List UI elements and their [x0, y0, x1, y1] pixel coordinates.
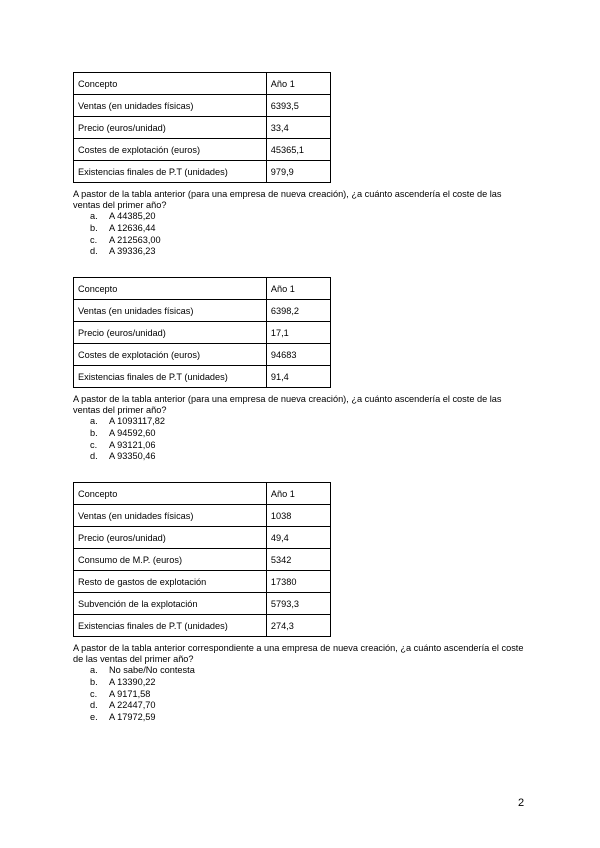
option-text: A 1093117,82	[109, 416, 166, 426]
option-text: A 12636,44	[109, 222, 156, 233]
option-label: b.	[90, 427, 98, 438]
row-label: Precio (euros/unidad)	[74, 527, 267, 549]
option-item[interactable]	[90, 223, 528, 235]
row-label: Precio (euros/unidad)	[74, 322, 267, 344]
option-item[interactable]	[90, 451, 528, 463]
table-row	[74, 527, 331, 549]
table-row	[74, 117, 331, 139]
table-row	[74, 95, 331, 117]
option-label: c.	[90, 234, 98, 245]
row-label: Ventas (en unidades físicas)	[74, 300, 267, 322]
table-row	[74, 549, 331, 571]
table-row	[74, 139, 331, 161]
option-item[interactable]	[90, 246, 528, 258]
option-label: b.	[90, 222, 98, 233]
option-item[interactable]	[90, 211, 528, 223]
page-number: 2	[518, 797, 525, 809]
row-label: Precio (euros/unidad)	[74, 117, 267, 139]
option-text: A 13390,22	[109, 676, 156, 687]
option-item[interactable]	[90, 416, 528, 428]
question-block-2	[73, 277, 528, 463]
option-label: b.	[90, 676, 98, 687]
table-row	[74, 161, 331, 183]
header-cell-concepto: Concepto	[74, 278, 267, 300]
option-label: e.	[90, 712, 98, 723]
data-table	[73, 72, 331, 183]
table-row	[74, 615, 331, 637]
option-label: a.	[90, 416, 98, 426]
option-label: c.	[90, 439, 98, 450]
row-label: Existencias finales de P.T (unidades)	[74, 366, 267, 388]
row-label: Ventas (en unidades físicas)	[74, 95, 267, 117]
question-text: A pastor de la tabla anterior (para una empresa de nueva creación), ¿a cuánto ascendería el coste de las ventas del primer año?	[73, 189, 502, 210]
header-cell-concepto: Concepto	[74, 73, 267, 95]
question-text: A pastor de la tabla anterior (para una empresa de nueva creación), ¿a cuánto ascendería el coste de las ventas del primer año?	[73, 394, 502, 415]
option-text: A 212563,00	[109, 234, 161, 245]
row-label: Subvención de la explotación	[74, 593, 267, 615]
option-label: a.	[90, 665, 98, 675]
table-header-row	[74, 73, 331, 95]
option-text: No sabe/No contesta	[109, 665, 195, 675]
option-item[interactable]	[90, 689, 528, 701]
option-label: c.	[90, 688, 98, 699]
row-label: Costes de explotación (euros)	[74, 139, 267, 161]
option-text: A 94592,60	[109, 427, 156, 438]
row-value: 33,4	[266, 117, 330, 139]
header-cell-concepto: Concepto	[74, 483, 267, 505]
row-value: 979,9	[266, 161, 330, 183]
row-value: 91,4	[266, 366, 330, 388]
option-item[interactable]	[90, 428, 528, 440]
question-block-1	[73, 72, 528, 258]
answer-options	[73, 416, 528, 463]
header-cell-year: Año 1	[266, 278, 330, 300]
row-value: 274,3	[266, 615, 330, 637]
answer-options	[73, 211, 528, 258]
table-row	[74, 344, 331, 366]
option-item[interactable]	[90, 712, 528, 724]
table-row	[74, 571, 331, 593]
table-row	[74, 366, 331, 388]
option-text: A 22447,70	[109, 700, 156, 711]
option-text: A 39336,23	[109, 246, 156, 257]
table-row	[74, 322, 331, 344]
row-label: Existencias finales de P.T (unidades)	[74, 161, 267, 183]
table-header-row	[74, 278, 331, 300]
question-block-3	[73, 482, 528, 724]
row-value: 17,1	[266, 322, 330, 344]
option-label: d.	[90, 246, 98, 257]
row-value: 6393,5	[266, 95, 330, 117]
question-text: A pastor de la tabla anterior correspondiente a una empresa de nueva creación, ¿a cuánto ascendería el coste de las ventas del primer año?	[73, 643, 524, 664]
option-text: A 9171,58	[109, 688, 151, 699]
row-value: 49,4	[266, 527, 330, 549]
row-value: 1038	[266, 505, 330, 527]
option-label: d.	[90, 700, 98, 711]
option-text: A 17972,59	[109, 712, 156, 723]
option-text: A 44385,20	[109, 211, 156, 221]
row-label: Resto de gastos de explotación	[74, 571, 267, 593]
data-table	[73, 277, 331, 388]
row-value: 45365,1	[266, 139, 330, 161]
option-item[interactable]	[90, 700, 528, 712]
row-label: Ventas (en unidades físicas)	[74, 505, 267, 527]
option-item[interactable]	[90, 677, 528, 689]
row-value: 5342	[266, 549, 330, 571]
row-label: Existencias finales de P.T (unidades)	[74, 615, 267, 637]
table-row	[74, 300, 331, 322]
option-text: A 93121,06	[109, 439, 156, 450]
table-row	[74, 505, 331, 527]
header-cell-year: Año 1	[266, 483, 330, 505]
option-item[interactable]	[90, 440, 528, 452]
option-label: a.	[90, 211, 98, 221]
answer-options	[73, 665, 528, 724]
option-item[interactable]	[90, 235, 528, 247]
table-row	[74, 593, 331, 615]
option-label: d.	[90, 451, 98, 462]
header-cell-year: Año 1	[266, 73, 330, 95]
data-table	[73, 482, 331, 637]
row-label: Costes de explotación (euros)	[74, 344, 267, 366]
row-value: 17380	[266, 571, 330, 593]
option-text: A 93350,46	[109, 451, 156, 462]
row-value: 5793,3	[266, 593, 330, 615]
row-value: 6398,2	[266, 300, 330, 322]
row-value: 94683	[266, 344, 330, 366]
table-header-row	[74, 483, 331, 505]
option-item[interactable]	[90, 665, 528, 677]
row-label: Consumo de M.P. (euros)	[74, 549, 267, 571]
